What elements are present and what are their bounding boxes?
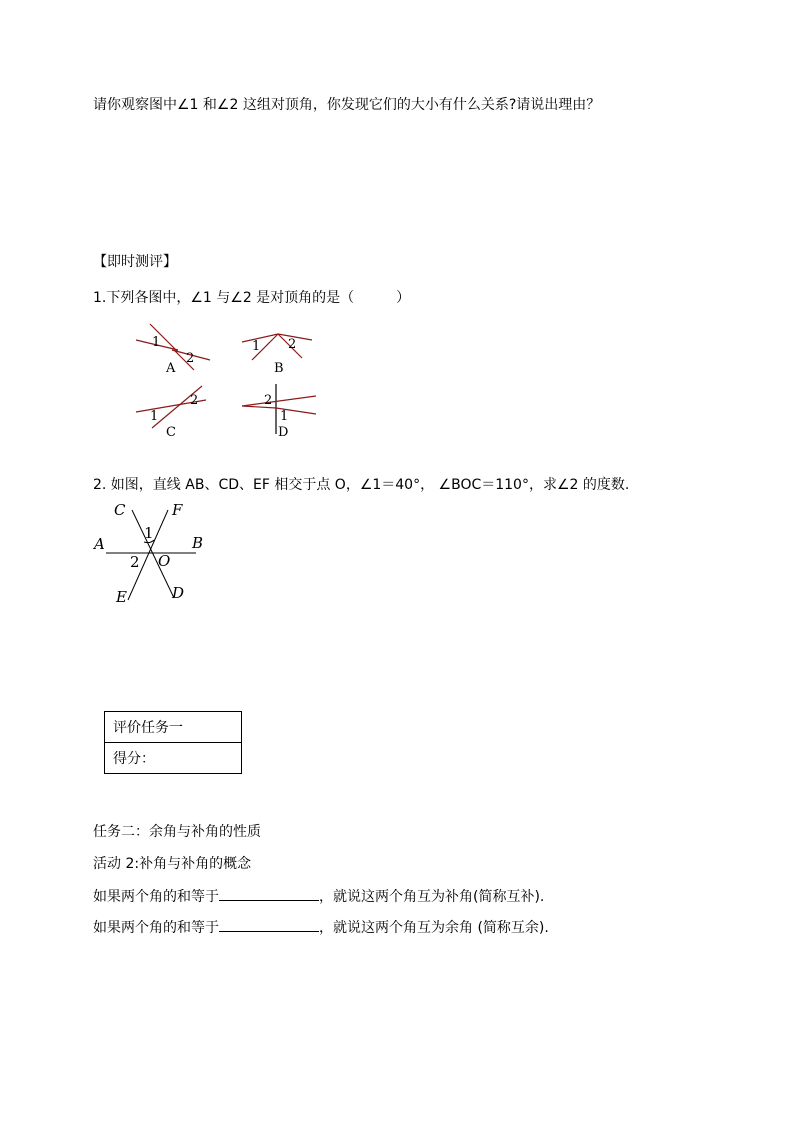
figure-a-letter: A xyxy=(166,361,176,376)
q2-label-A: A xyxy=(94,535,105,553)
q2-label-D: D xyxy=(172,584,185,602)
evaluation-score-field[interactable]: 得分： xyxy=(105,743,242,774)
complementary-after: ，就说这两个角互为余角 (简称互余). xyxy=(319,920,549,936)
complementary-definition xyxy=(93,917,549,938)
q2-angle-2: 2 xyxy=(130,553,140,571)
section-heading: 【即时测评】 xyxy=(93,254,177,270)
figure-option-d xyxy=(238,380,324,442)
figure-d-angle-1: 1 xyxy=(280,409,289,424)
activity-2-title: 活动 2:补角与补角的概念 xyxy=(93,856,252,872)
figure-a-angle-1: 1 xyxy=(152,335,161,350)
figure-d-letter: D xyxy=(278,425,289,440)
figure-c-angle-2: 2 xyxy=(190,393,199,408)
q2-label-O: O xyxy=(158,552,171,570)
complementary-before: 如果两个角的和等于 xyxy=(93,920,219,936)
evaluation-table xyxy=(104,711,242,774)
figure-option-a xyxy=(132,320,212,380)
supplementary-definition xyxy=(93,886,544,907)
evaluation-task-label: 评价任务一 xyxy=(105,712,242,743)
figure-b-angle-1: 1 xyxy=(252,339,261,354)
complementary-blank[interactable] xyxy=(219,917,319,932)
task2-title: 任务二：余角与补角的性质 xyxy=(93,824,261,840)
supplementary-before: 如果两个角的和等于 xyxy=(93,889,219,905)
figure-d-angle-2: 2 xyxy=(264,393,273,408)
q2-text: 2. 如图，直线 AB、CD、EF 相交于点 O，∠1＝40°， ∠BOC＝110°，求∠2 的度数. xyxy=(93,477,630,493)
figure-q2-intersecting-lines xyxy=(92,498,222,608)
figure-c-letter: C xyxy=(166,425,176,440)
question-intro: 请你观察图中∠1 和∠2 这组对顶角，你发现它们的大小有什么关系?请说出理由？ xyxy=(93,97,601,113)
q2-label-F: F xyxy=(172,501,183,519)
figure-c-angle-1: 1 xyxy=(150,409,159,424)
q2-label-C: C xyxy=(114,501,126,519)
supplementary-blank[interactable] xyxy=(219,886,319,901)
figure-b-angle-2: 2 xyxy=(288,337,297,352)
figure-option-b xyxy=(238,320,318,380)
q2-label-B: B xyxy=(192,534,204,552)
q1-text: 1.下列各图中，∠1 与∠2 是对顶角的是（ ） xyxy=(93,290,411,306)
q2-angle-1: 1 xyxy=(144,524,154,542)
supplementary-after: ，就说这两个角互为补角(简称互补). xyxy=(319,889,545,905)
figure-option-c xyxy=(132,382,212,444)
figure-a-angle-2: 2 xyxy=(186,351,195,366)
q2-label-E: E xyxy=(116,588,127,606)
figure-b-letter: B xyxy=(274,361,284,376)
